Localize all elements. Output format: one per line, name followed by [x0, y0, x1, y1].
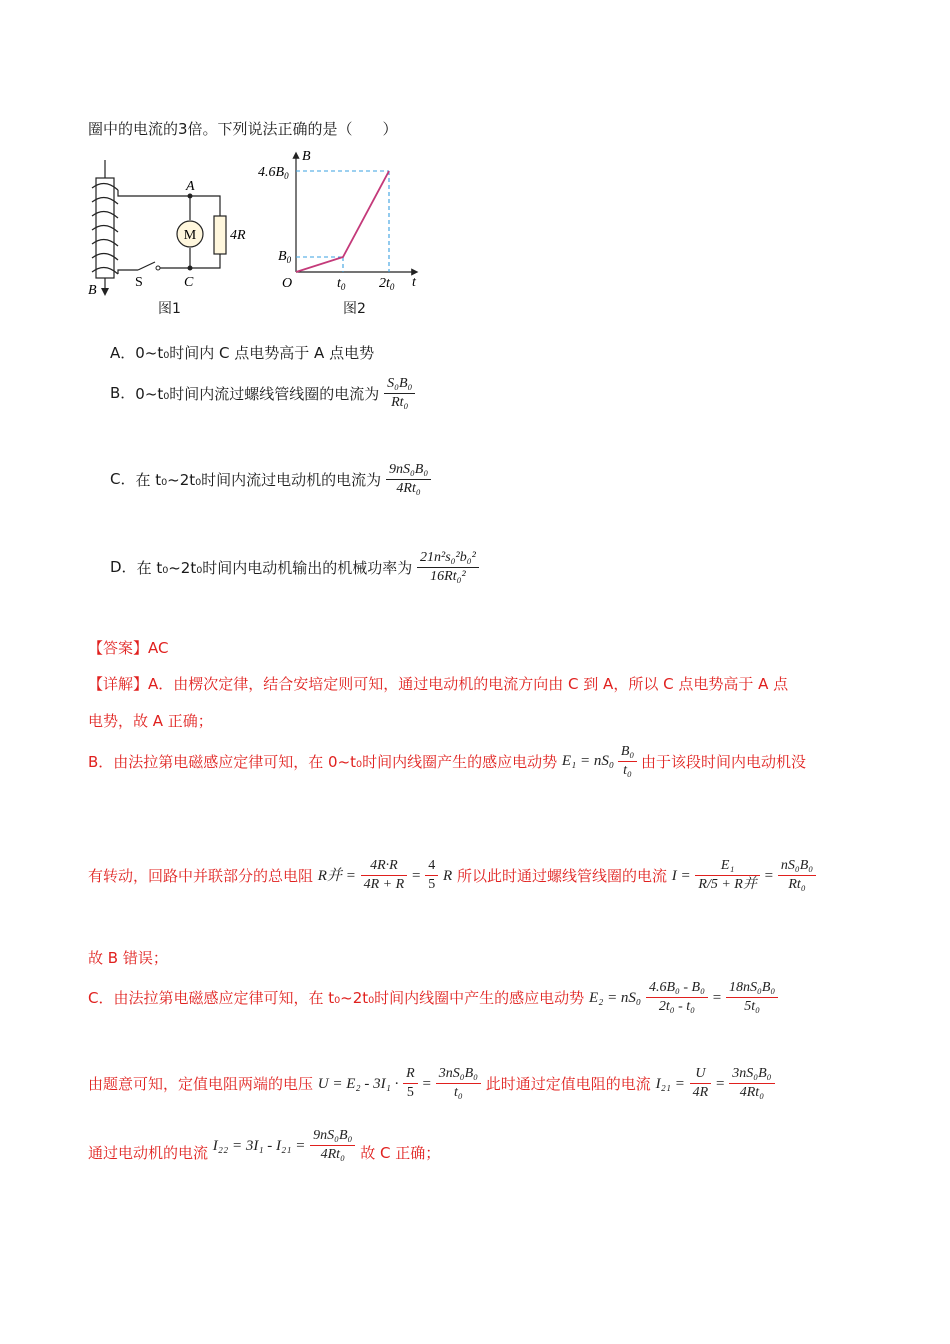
- option-a-letter: A．: [110, 344, 136, 362]
- resistor-label: 4R: [230, 228, 246, 243]
- resistor-icon: [214, 216, 226, 254]
- c-resistor-current-equation: I₂₁ = $\frac{U}{4R}$ = $\frac{\text{3nS₀B₀}}{\text{4Rt₀}}$: [656, 1074, 775, 1092]
- solenoid-core: [96, 178, 114, 278]
- option-b-fraction: $\frac{\text{S₀B₀}}{\text{Rt₀}}$: [384, 376, 415, 411]
- explanation-c-line-1: C．由法拉第电磁感应定律可知，在 t₀~2t₀时间内线圈中产生的感应电动势 E₂ = nS₀ $\frac{\text{4.6B₀ - B₀}}{\text{2t₀ - t₀}}$ = $\frac{\text{18nS₀B₀}}{\text{5t₀}}$: [88, 980, 778, 1015]
- c-motor-current-equation: I₂₂ = 3I₁ - I₂₁ = $\frac{\text{9nS₀B₀}}{\text{4Rt₀}}$: [213, 1136, 360, 1154]
- c-emf-equation: E₂ = nS₀ $\frac{\text{4.6B₀ - B₀}}{\text{2t₀ - t₀}}$ = $\frac{\text{18nS₀B₀}}{\text{5t₀}}$: [589, 988, 778, 1006]
- option-c-text: 在 t₀~2t₀时间内流过电动机的电流为: [135, 471, 382, 490]
- option-c-fraction: $\frac{\text{9nS₀B₀}}{\text{4Rt₀}}$: [386, 462, 431, 497]
- option-d: [110, 550, 479, 585]
- label-b-axis: B: [302, 149, 311, 164]
- figure-1-circuit: [80, 158, 255, 318]
- explanation-a-line-1: 【详解】A．由楞次定律，结合安培定则可知，通过电动机的电流方向由 C 到 A，所以 C 点电势高于 A 点: [88, 675, 789, 693]
- label-a: A: [186, 179, 195, 194]
- label-b0: $B_0$: [278, 249, 292, 265]
- option-d-letter: D．: [110, 558, 137, 577]
- option-a-text: 0~t₀时间内 C 点电势高于 A 点电势: [135, 344, 375, 362]
- switch-s: [138, 262, 155, 270]
- label-origin: O: [282, 276, 293, 291]
- figure-2-caption: 图2: [343, 301, 366, 317]
- b-curve: [296, 171, 389, 272]
- label-c: C: [184, 275, 194, 290]
- label-s: S: [135, 275, 143, 290]
- c-voltage-equation: U = E₂ - 3I₁ · $\frac{R}{5}$ = $\frac{\text{3nS₀B₀}}{\text{t₀}}$: [318, 1074, 486, 1092]
- label-4-6b0: $4.6B_0$: [258, 165, 289, 181]
- b-arrow-icon: [101, 288, 109, 296]
- explanation-c-line-2: 由题意可知，定值电阻两端的电压 U = E₂ - 3I₁ · $\frac{R}{5}$ = $\frac{\text{3nS₀B₀}}{\text{t₀}}$ 此时通过定值电阻的电流 I₂₁ = $\frac{U}{4R}$ = $\frac{\text{3nS₀B₀}}{\text{4Rt₀}}$: [88, 1066, 775, 1101]
- label-t0: $t_0$: [337, 276, 346, 292]
- option-b-text: 0~t₀时间内流过螺线管线圈的电流为: [135, 385, 380, 404]
- label-t-axis: t: [412, 275, 416, 290]
- explanation-a-line-2: 电势，故 A 正确；: [88, 712, 213, 730]
- label-b: B: [88, 283, 97, 298]
- node-c: [188, 266, 193, 271]
- explanation-b-line-1: B．由法拉第电磁感应定律可知，在 0~t₀时间内线圈产生的感应电动势 E₁ = nS₀ $\frac{\text{B₀}}{\text{t₀}}$ 由于该段时间内电动机没: [88, 744, 807, 779]
- b-current-equation: I = $\frac{\text{E₁}}{\text{R/5 + R并}}$ = $\frac{\text{nS₀B₀}}{\text{Rt₀}}$: [672, 866, 816, 884]
- explanation-c-line-3: 通过电动机的电流 I₂₂ = 3I₁ - I₂₁ = $\frac{\text{9nS₀B₀}}{\text{4Rt₀}}$ 故 C 正确；: [88, 1128, 441, 1163]
- explanation-b-line-3: 故 B 错误；: [88, 949, 168, 967]
- option-b-letter: B．: [110, 384, 136, 403]
- question-intro: 圈中的电流的3倍。下列说法正确的是（ ）: [88, 120, 398, 138]
- b-resistance-equation: R并 = $\frac{4R\cdot R}{4R + R}$ = $\frac{4}{5}$ R: [317, 858, 453, 893]
- figure-2-graph: [256, 146, 426, 296]
- option-d-text: 在 t₀~2t₀时间内电动机输出的机械功率为: [136, 559, 413, 578]
- answer-label: 【答案】AC: [88, 639, 169, 657]
- explanation-label: 【详解】: [88, 675, 149, 693]
- motor-label: M: [183, 228, 197, 243]
- option-c: [110, 462, 431, 497]
- option-c-letter: C．: [110, 470, 136, 489]
- option-a: [110, 342, 374, 363]
- node-a: [188, 194, 193, 199]
- b-emf-equation: E₁ = nS₀ $\frac{\text{B₀}}{\text{t₀}}$: [562, 753, 641, 769]
- option-b: [110, 376, 415, 411]
- explanation-b-line-2: 有转动，回路中并联部分的总电阻 R并 = $\frac{4R\cdot R}{4R + R}$ = $\frac{4}{5}$ R 所以此时通过螺线管线圈的电流 I = $\frac{\text{E₁}}{\text{R/5 + R并}}$ = $\frac{\text{nS₀B₀}}{\text{Rt₀}}$: [88, 858, 816, 893]
- figure-1-caption: 图1: [158, 301, 181, 317]
- option-d-fraction: $\frac{\text{21n²s₀²b₀²}}{\text{16Rt₀²}}$: [417, 550, 479, 585]
- label-2t0: $2t_0$: [379, 276, 395, 292]
